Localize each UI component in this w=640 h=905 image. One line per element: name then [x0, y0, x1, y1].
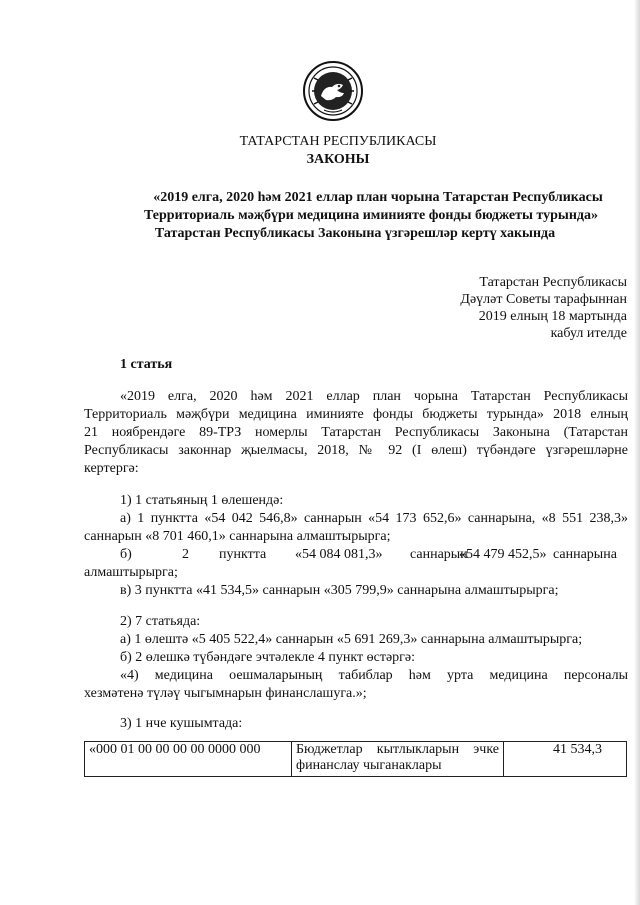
tatarstan-emblem-icon [302, 60, 364, 122]
paragraph-line: а) 1 өлештә «5 405 522,4» саннарын «5 691 269,3» саннарына алмаштырырга; [120, 632, 583, 647]
paragraph-line: Территориаль мәҗбүри медицина иминияте фонды бюджеты турында» 2018 елның [84, 407, 628, 422]
paragraph-line: «2019 елга, 2020 һәм 2021 еллар план чорына Татарстан Республикасы [120, 389, 628, 404]
paragraph-line: 21 ноябрендәге 89-ТРЗ номерлы Татарстан Республикасы Законына (Татарстан [84, 425, 628, 440]
paragraph-word: б) [120, 547, 132, 562]
subsection-heading: 2) 7 статьяда: [120, 614, 201, 629]
paragraph-line: кертергә: [84, 461, 139, 476]
paragraph-word: «54 084 081,3» [295, 547, 383, 562]
paragraph-line: б) 2 өлешкә түбәндәге эчтәлекле 4 пункт өстәргә: [120, 650, 416, 665]
adoption-line-4: кабул итeлде [550, 326, 627, 341]
amount-text: 41 534,3 [553, 742, 602, 757]
paragraph-word: 2 [182, 547, 189, 562]
adoption-line-2: Дәүләт Советы тарафыннан [460, 292, 627, 307]
paragraph-line: в) 3 пунктта «41 534,5» саннарын «305 799,9» саннарына алмаштырырга; [120, 583, 559, 598]
code-text: «000 01 00 00 00 00 0000 000 [89, 742, 261, 757]
header-republic: ТАТАРСТАН РЕСПУБЛИКАСЫ [239, 134, 437, 149]
paragraph-line: саннарын «8 701 460,1» саннарына алмаштырырга; [84, 529, 391, 544]
article-heading: 1 статья [120, 357, 173, 372]
description-line: финанслау чыганаклары [296, 758, 442, 773]
title-line-3: Татарстан Республикасы Законына үзгәрешләр кертү хакында [154, 226, 556, 241]
title-line-1: «2019 елга, 2020 һәм 2021 еллар план чорына Татарстан Республикасы [153, 190, 603, 205]
paragraph-line: хезмәтенә түләү чыгымнарын финанслашуга.»; [84, 686, 367, 701]
budget-table [84, 741, 627, 777]
paragraph-word: «54 479 452,5» [459, 547, 547, 562]
adoption-line-3: 2019 елның 18 мартында [478, 309, 627, 324]
title-line-2: Территориаль мәҗбүри медицина иминияте фонды бюджеты турында» [143, 208, 598, 223]
table-cell-description [292, 742, 504, 777]
description-line: Бюджетлар кытлыкларын эчке [296, 742, 499, 757]
adoption-line-1: Татарстан Республикасы [479, 275, 627, 290]
subsection-heading: 1) 1 статьяның 1 өлешендә: [120, 493, 284, 508]
paragraph-line: «4) медицина оешмаларының табиблар һәм урта медицина персоналы [120, 668, 628, 683]
header-law: ЗАКОНЫ [306, 152, 370, 167]
paragraph-word: саннарын [410, 547, 468, 562]
paragraph-line: Республикасы законнар җыелмасы, 2018, № 92 (I өлеш) түбәндәге үзгәрешләрне [84, 443, 628, 458]
table-cell-amount [504, 742, 627, 777]
subsection-heading: 3) 1 нче кушымтада: [120, 716, 243, 731]
table-cell-code [85, 742, 292, 777]
paragraph-word: пунктта [219, 547, 267, 562]
paragraph-word: саннарына [553, 547, 617, 562]
paragraph-line: а) 1 пунктта «54 042 546,8» саннарын «54 173 652,6» саннарына, «8 551 238,3» [120, 511, 628, 526]
paragraph-line: алмаштырырга; [84, 565, 178, 580]
table-row [85, 742, 627, 777]
